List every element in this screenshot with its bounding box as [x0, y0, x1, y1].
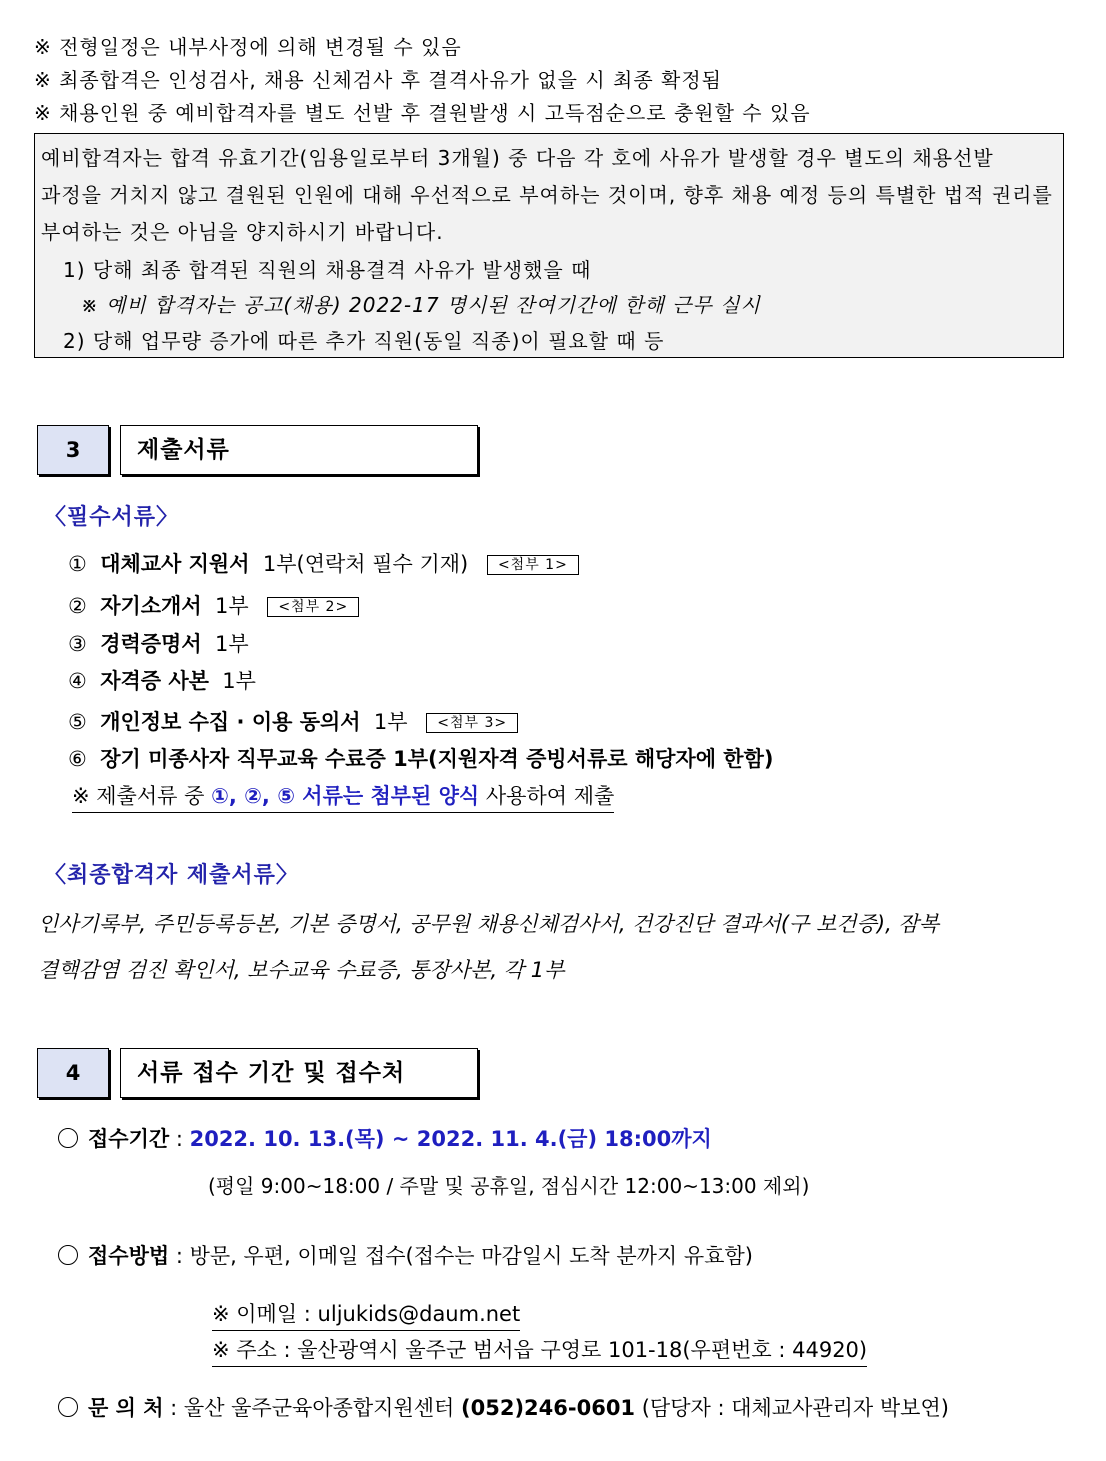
note-schedule: ※ 전형일정은 내부사정에 의해 변경될 수 있음 [34, 35, 462, 59]
contact: 문 의 처 : 울산 울주군육아종합지원센터 (052)246-0601 (담당자 : 대체교사관리자 박보연) [58, 1392, 949, 1422]
item-number: ⑥ [68, 747, 87, 771]
section-4-title: 서류 접수 기간 및 접수처 [120, 1048, 478, 1098]
contact-phone: (052)246-0601 [461, 1396, 636, 1420]
attachment-tag: <첨부 3> [426, 713, 518, 733]
email-line: ※ 이메일 : uljukids@daum.net [212, 1298, 520, 1331]
section-3-title: 제출서류 [120, 425, 478, 475]
required-docs-heading: 〈필수서류〉 [44, 505, 180, 530]
period-value: 2022. 10. 13.(목) ~ 2022. 11. 4.(금) 18:00까지 [189, 1127, 712, 1151]
info-case-2: 2) 당해 업무량 증가에 따른 추가 직원(동일 직종)이 필요할 때 등 [63, 329, 665, 353]
item-name: 자격증 사본 [100, 669, 209, 693]
info-line-2: 과정을 거치지 않고 결원된 인원에 대해 우선적으로 부여하는 것이며, 향후 채용 예정 등의 특별한 법적 권리를 [41, 183, 1053, 207]
item-name: 개인정보 수집 · 이용 동의서 [100, 710, 361, 734]
info-case-1: 1) 당해 최종 합격된 직원의 채용결격 사유가 발생했을 때 [63, 258, 592, 282]
item-detail: 1부 [214, 594, 249, 618]
required-item-5 [68, 706, 518, 736]
contact-label: 문 의 처 [88, 1396, 164, 1420]
item-detail: 1부 [222, 669, 256, 693]
final-docs-line-1: 인사기록부, 주민등록등본, 기본 증명서, 공무원 채용신체검사서, 건강진단 결과서(구 보건증), 잠복 [38, 912, 939, 936]
attachment-tag: <첨부 2> [267, 597, 359, 617]
item-detail: 1부 [373, 710, 408, 734]
item-number: ① [68, 552, 87, 576]
item-name: 경력증명서 [100, 632, 202, 656]
reception-method: 접수방법 : 방문, 우편, 이메일 접수(접수는 마감일시 도착 분까지 유효함) [58, 1240, 753, 1270]
reception-period: 접수기간 : 2022. 10. 13.(목) ~ 2022. 11. 4.(금) 18:00까지 [58, 1123, 712, 1153]
info-line-3: 부여하는 것은 아님을 양지하시기 바랍니다. [41, 220, 444, 244]
bullet-circle-icon [58, 1128, 78, 1148]
section-4-number: 4 [37, 1048, 109, 1098]
note-reserve: ※ 채용인원 중 예비합격자를 별도 선발 후 결원발생 시 고득점순으로 충원할 수 있음 [34, 101, 811, 125]
item-detail: 1부(연락처 필수 기재) [262, 552, 469, 576]
contact-person: (담당자 : 대체교사관리자 박보연) [641, 1396, 949, 1420]
item-detail: 1부 [214, 632, 249, 656]
period-label: 접수기간 [88, 1127, 170, 1151]
bullet-circle-icon [58, 1397, 78, 1417]
note-highlight: ①, ②, ⑤ 서류는 첨부된 양식 [211, 784, 480, 808]
contact-org: 울산 울주군육아종합지원센터 [183, 1396, 455, 1420]
note-suffix: 사용하여 제출 [479, 784, 615, 808]
required-item-3 [68, 628, 249, 658]
note-prefix: ※ 제출서류 중 [72, 784, 212, 808]
reserve-info-box [34, 133, 1064, 358]
required-item-1 [68, 548, 579, 578]
info-line-1: 예비합격자는 합격 유효기간(임용일로부터 3개월) 중 다음 각 호에 사유가 발생할 경우 별도의 채용선발 [41, 146, 994, 170]
bullet-circle-icon [58, 1245, 78, 1265]
method-value: 방문, 우편, 이메일 접수(접수는 마감일시 도착 분까지 유효함) [189, 1244, 753, 1268]
item-name: 대체교사 지원서 [100, 552, 250, 576]
required-item-4 [68, 665, 256, 695]
required-item-6 [68, 743, 773, 773]
section-3-number: 3 [37, 425, 109, 475]
item-number: ⑤ [68, 710, 87, 734]
address-line: ※ 주소 : 울산광역시 울주군 범서읍 구영로 101-18(우편번호 : 44920) [212, 1334, 867, 1367]
info-case-1-note: ※ 예비 합격자는 공고(채용) 2022-17 명시된 잔여기간에 한해 근무 실시 [81, 293, 761, 317]
item-name: 자기소개서 [100, 594, 202, 618]
period-sub: (평일 9:00~18:00 / 주말 및 공휴일, 점심시간 12:00~13:00 제외) [208, 1174, 810, 1198]
item-number: ② [68, 594, 87, 618]
required-item-2 [68, 590, 359, 620]
item-number: ③ [68, 632, 87, 656]
item-name: 장기 미종사자 직무교육 수료증 1부(지원자격 증빙서류로 해당자에 한함) [100, 747, 774, 771]
method-label: 접수방법 [88, 1244, 170, 1268]
note-final-pass: ※ 최종합격은 인성검사, 채용 신체검사 후 결격사유가 없을 시 최종 확정됨 [34, 68, 722, 92]
item-number: ④ [68, 669, 87, 693]
attachment-tag: <첨부 1> [487, 555, 579, 575]
docs-form-note [72, 780, 614, 813]
final-docs-line-2: 결핵감염 검진 확인서, 보수교육 수료증, 통장사본, 각 1부 [38, 958, 565, 982]
final-docs-heading: 〈최종합격자 제출서류〉 [44, 863, 299, 888]
